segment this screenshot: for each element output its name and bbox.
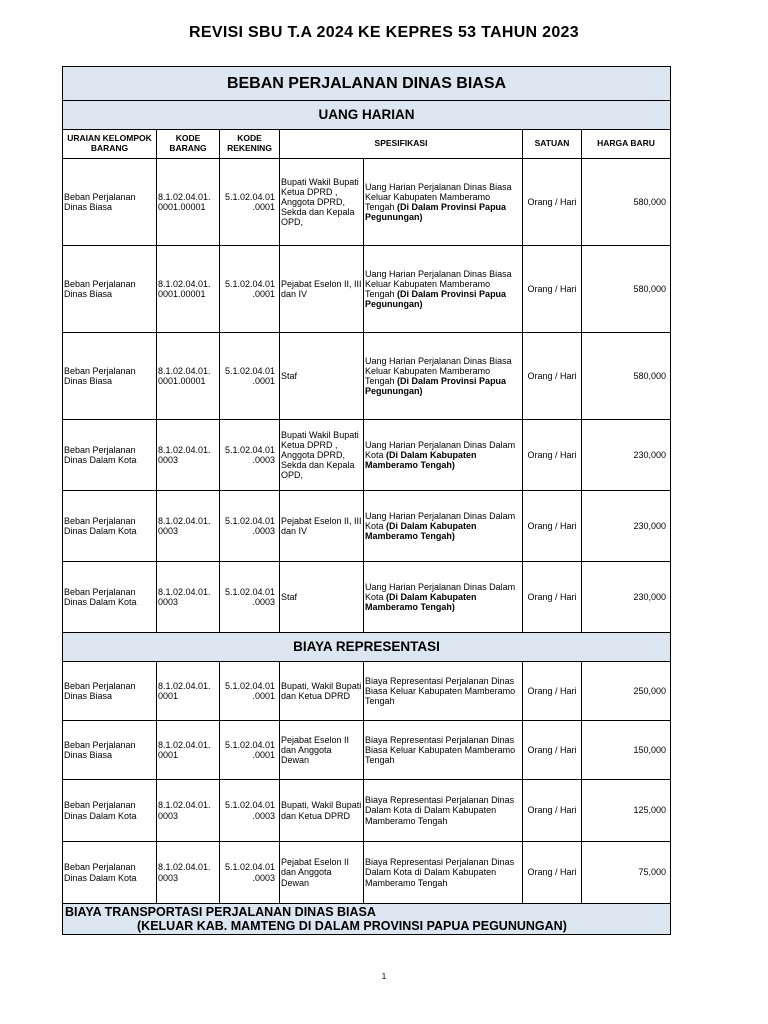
harga-cell: 580,000 — [582, 333, 671, 420]
spesifikasi-detail-text: Biaya Representasi Perjalanan Dinas Biasa Keluar Kabupaten Mamberamo Tengah — [365, 675, 516, 707]
spesifikasi-detail-cell — [364, 491, 523, 562]
spesifikasi-detail-text: Uang Harian Perjalanan Dinas Biasa Keluar Kabupaten Mamberamo Tengah — [365, 181, 512, 212]
satuan-cell: Orang / Hari — [523, 333, 582, 420]
header-satuan: SATUAN — [523, 130, 582, 159]
kode-barang-cell: 8.1.02.04.01. 0003 — [157, 842, 220, 904]
harga-cell: 580,000 — [582, 159, 671, 246]
satuan-cell: Orang / Hari — [523, 562, 582, 633]
uraian-cell: Beban Perjalanan Dinas Dalam Kota — [63, 780, 157, 842]
kode-rekening-cell: 5.1.02.04.01 .0003 — [220, 780, 280, 842]
header-kode-rekening: KODE REKENING — [220, 130, 280, 159]
uraian-cell: Beban Perjalanan Dinas Dalam Kota — [63, 842, 157, 904]
spesifikasi-detail-bold: (Di Dalam Provinsi Papua Pegunungan) — [365, 376, 507, 397]
kode-rekening-cell: 5.1.02.04.01 .0003 — [220, 842, 280, 904]
harga-cell: 125,000 — [582, 780, 671, 842]
table-row — [63, 562, 671, 633]
header-harga: HARGA BARU — [582, 130, 671, 159]
spesifikasi-detail-bold: (Di Dalam Kabupaten Mamberamo Tengah) — [365, 591, 477, 613]
kode-barang-cell: 8.1.02.04.01. 0003 — [157, 780, 220, 842]
kode-barang-cell: 8.1.02.04.01. 0001.00001 — [157, 159, 220, 246]
spesifikasi-detail-bold: (Di Dalam Provinsi Papua Pegunungan) — [365, 289, 507, 310]
spesifikasi-detail-text: Uang Harian Perjalanan Dinas Dalam Kota — [365, 510, 516, 531]
uraian-cell: Beban Perjalanan Dinas Biasa — [63, 721, 157, 780]
harga-cell: 150,000 — [582, 721, 671, 780]
spesifikasi-detail-text: Uang Harian Perjalanan Dinas Biasa Keluar Kabupaten Mamberamo Tengah — [365, 268, 512, 299]
kode-barang-cell: 8.1.02.04.01. 0001.00001 — [157, 246, 220, 333]
kode-barang-cell: 8.1.02.04.01. 0001 — [157, 721, 220, 780]
spesifikasi-cell: Bupati Wakil Bupati Ketua DPRD , Anggota DPRD, Sekda dan Kepala OPD, — [280, 159, 364, 246]
kode-barang-cell: 8.1.02.04.01. 0001.00001 — [157, 333, 220, 420]
table-title: BEBAN PERJALANAN DINAS BIASA — [63, 67, 671, 101]
harga-cell: 75,000 — [582, 842, 671, 904]
spesifikasi-cell: Pejabat Eselon II, III dan IV — [280, 246, 364, 333]
kode-barang-cell: 8.1.02.04.01. 0003 — [157, 491, 220, 562]
table-row — [63, 662, 671, 721]
table-row — [63, 491, 671, 562]
satuan-cell: Orang / Hari — [523, 842, 582, 904]
section-uang-harian: UANG HARIAN — [63, 101, 671, 130]
spesifikasi-detail-cell — [364, 842, 523, 904]
uraian-cell: Beban Perjalanan Dinas Biasa — [63, 333, 157, 420]
spesifikasi-detail-text: Uang Harian Perjalanan Dinas Biasa Keluar Kabupaten Mamberamo Tengah — [365, 355, 512, 386]
page-number: 1 — [381, 972, 387, 981]
uraian-cell: Beban Perjalanan Dinas Dalam Kota — [63, 562, 157, 633]
spesifikasi-cell: Bupati Wakil Bupati Ketua DPRD , Anggota DPRD, Sekda dan Kepala OPD, — [280, 420, 364, 491]
satuan-cell: Orang / Hari — [523, 662, 582, 721]
uraian-cell: Beban Perjalanan Dinas Biasa — [63, 159, 157, 246]
kode-barang-cell: 8.1.02.04.01. 0001 — [157, 662, 220, 721]
spesifikasi-detail-text: Biaya Representasi Perjalanan Dinas Dalam Kota di Dalam Kabupaten Mamberamo Tengah — [365, 795, 515, 826]
spesifikasi-detail-cell — [364, 159, 523, 246]
spesifikasi-detail-cell — [364, 780, 523, 842]
spesifikasi-detail-cell — [364, 333, 523, 420]
spesifikasi-cell: Staf — [280, 333, 364, 420]
header-spesifikasi: SPESIFIKASI — [280, 130, 523, 159]
satuan-cell: Orang / Hari — [523, 159, 582, 246]
satuan-cell: Orang / Hari — [523, 491, 582, 562]
uraian-cell: Beban Perjalanan Dinas Dalam Kota — [63, 420, 157, 491]
kode-rekening-cell: 5.1.02.04.01 .0001 — [220, 662, 280, 721]
table-row — [63, 246, 671, 333]
kode-barang-cell: 8.1.02.04.01. 0003 — [157, 562, 220, 633]
kode-rekening-cell: 5.1.02.04.01 .0001 — [220, 333, 280, 420]
table-row — [63, 780, 671, 842]
kode-barang-cell: 8.1.02.04.01. 0003 — [157, 420, 220, 491]
kode-rekening-cell: 5.1.02.04.01 .0001 — [220, 721, 280, 780]
spesifikasi-cell: Bupati, Wakil Bupati dan Ketua DPRD — [280, 662, 364, 721]
uraian-cell: Beban Perjalanan Dinas Dalam Kota — [63, 491, 157, 562]
header-row — [63, 130, 671, 159]
document-title: REVISI SBU T.A 2024 KE KEPRES 53 TAHUN 2023 — [189, 24, 579, 41]
spesifikasi-detail-text: Uang Harian Perjalanan Dinas Dalam Kota — [365, 581, 516, 602]
harga-cell: 230,000 — [582, 420, 671, 491]
spesifikasi-detail-bold: (Di Dalam Kabupaten Mamberamo Tengah) — [365, 449, 477, 471]
kode-rekening-cell: 5.1.02.04.01 .0001 — [220, 159, 280, 246]
kode-rekening-cell: 5.1.02.04.01 .0003 — [220, 420, 280, 491]
spesifikasi-detail-cell — [364, 246, 523, 333]
uraian-cell: Beban Perjalanan Dinas Biasa — [63, 662, 157, 721]
spesifikasi-detail-cell — [364, 721, 523, 780]
table-row — [63, 721, 671, 780]
sbu-table — [62, 66, 671, 935]
spesifikasi-detail-bold: (Di Dalam Provinsi Papua Pegunungan) — [365, 202, 507, 223]
spesifikasi-detail-text: Uang Harian Perjalanan Dinas Dalam Kota — [365, 439, 516, 460]
transport-title-line1: BIAYA TRANSPORTASI PERJALANAN DINAS BIASA — [65, 905, 376, 919]
kode-rekening-cell: 5.1.02.04.01 .0003 — [220, 562, 280, 633]
spesifikasi-detail-text: Biaya Representasi Perjalanan Dinas Biasa Keluar Kabupaten Mamberamo Tengah — [365, 734, 516, 766]
uraian-cell: Beban Perjalanan Dinas Biasa — [63, 246, 157, 333]
section-biaya-representasi: BIAYA REPRESENTASI — [63, 633, 671, 662]
kode-rekening-cell: 5.1.02.04.01 .0001 — [220, 246, 280, 333]
harga-cell: 580,000 — [582, 246, 671, 333]
transport-title-line2: (KELUAR KAB. MAMTENG DI DALAM PROVINSI PAPUA PEGUNUNGAN) — [137, 919, 567, 933]
table-row — [63, 159, 671, 246]
spesifikasi-detail-cell — [364, 562, 523, 633]
spesifikasi-detail-cell — [364, 420, 523, 491]
spesifikasi-detail-text: Biaya Representasi Perjalanan Dinas Dalam Kota di Dalam Kabupaten Mamberamo Tengah — [365, 857, 515, 888]
spesifikasi-cell: Pejabat Eselon II dan Anggota Dewan — [280, 721, 364, 780]
spesifikasi-cell: Bupati, Wakil Bupati dan Ketua DPRD — [280, 780, 364, 842]
spesifikasi-cell: Pejabat Eselon II dan Anggota Dewan — [280, 842, 364, 904]
section-biaya-transportasi — [63, 904, 671, 935]
kode-rekening-cell: 5.1.02.04.01 .0003 — [220, 491, 280, 562]
satuan-cell: Orang / Hari — [523, 246, 582, 333]
satuan-cell: Orang / Hari — [523, 721, 582, 780]
satuan-cell: Orang / Hari — [523, 780, 582, 842]
table-row — [63, 333, 671, 420]
header-kode-barang: KODE BARANG — [157, 130, 220, 159]
header-uraian: URAIAN KELOMPOK BARANG — [63, 130, 157, 159]
spesifikasi-detail-bold: (Di Dalam Kabupaten Mamberamo Tengah) — [365, 520, 477, 542]
harga-cell: 230,000 — [582, 491, 671, 562]
spesifikasi-cell: Staf — [280, 562, 364, 633]
table-row — [63, 420, 671, 491]
spesifikasi-detail-cell — [364, 662, 523, 721]
satuan-cell: Orang / Hari — [523, 420, 582, 491]
harga-cell: 250,000 — [582, 662, 671, 721]
harga-cell: 230,000 — [582, 562, 671, 633]
table-row — [63, 842, 671, 904]
spesifikasi-cell: Pejabat Eselon II, III dan IV — [280, 491, 364, 562]
